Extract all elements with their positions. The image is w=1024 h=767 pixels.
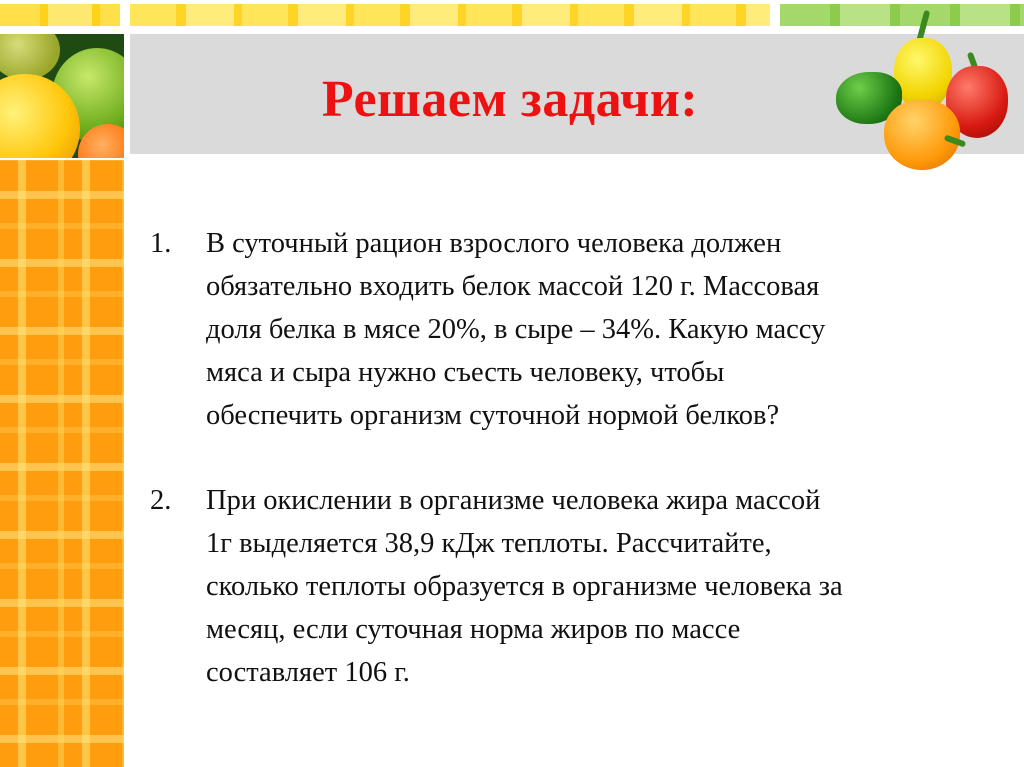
task-list bbox=[150, 222, 990, 694]
task-item-2 bbox=[150, 479, 990, 694]
task-line: мяса и сыра нужно съесть человеку, чтобы bbox=[206, 357, 725, 388]
task-line: месяц, если суточная норма жиров по массе bbox=[206, 614, 741, 645]
task-line: доля белка в мясе 20%, в сыре – 34%. Какую массу bbox=[206, 314, 826, 345]
task-line: обеспечить организм суточной нормой белков? bbox=[206, 400, 780, 431]
slide-title: Решаем задачи: bbox=[321, 71, 699, 128]
task-item-1 bbox=[150, 222, 990, 437]
task-number: 1. bbox=[150, 228, 172, 259]
top-bar-yellow-left bbox=[0, 4, 120, 26]
top-bar-yellow-main bbox=[130, 4, 770, 26]
fruit-image bbox=[0, 34, 124, 158]
peppers-image bbox=[832, 4, 1024, 180]
task-line: обязательно входить белок массой 120 г. Массовая bbox=[206, 271, 820, 302]
task-line: составляет 106 г. bbox=[206, 657, 410, 688]
task-number: 2. bbox=[150, 485, 172, 516]
task-line: В суточный рацион взрослого человека должен bbox=[206, 228, 782, 259]
task-line: сколько теплоты образуется в организме человека за bbox=[206, 571, 843, 602]
task-line: 1г выделяется 38,9 кДж теплоты. Рассчитайте, bbox=[206, 528, 772, 559]
task-line: При окислении в организме человека жира массой bbox=[206, 485, 821, 516]
side-plaid-column bbox=[0, 160, 124, 767]
